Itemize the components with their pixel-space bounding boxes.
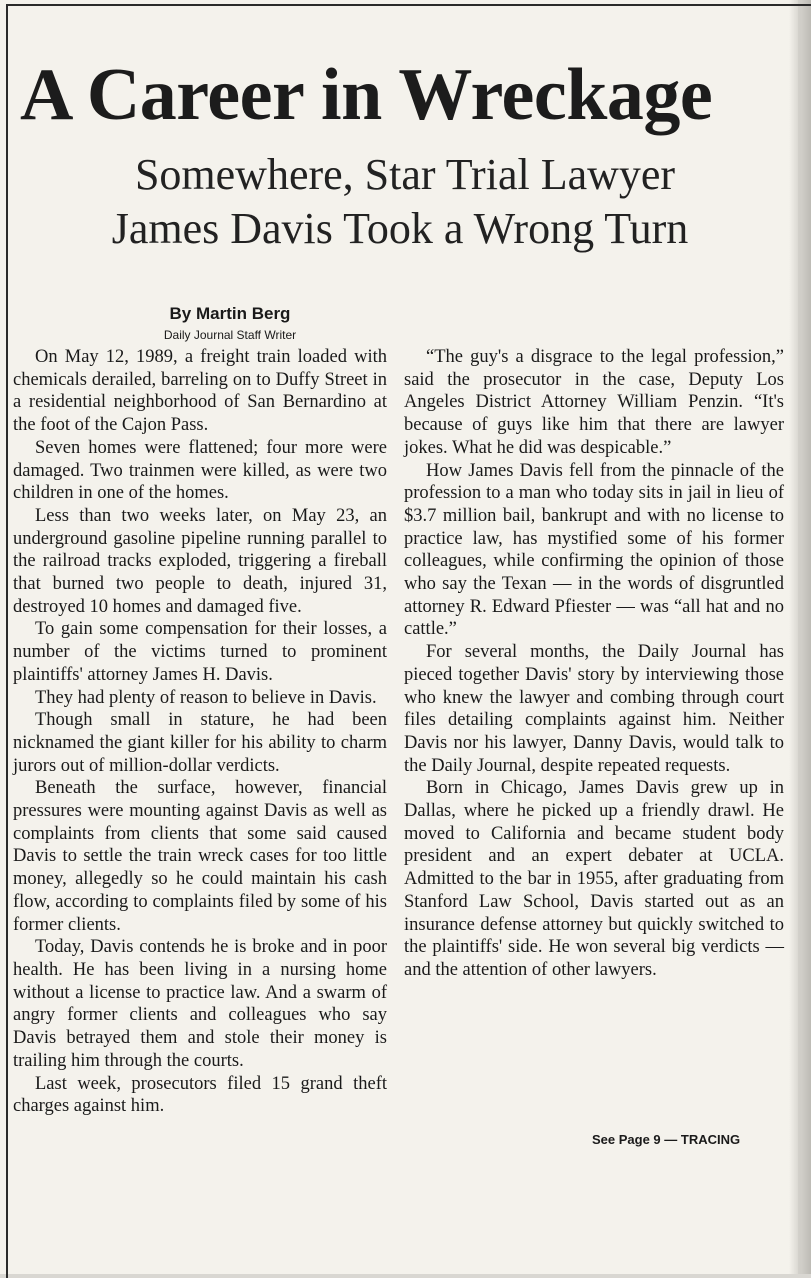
author-role: Daily Journal Staff Writer	[163, 328, 297, 342]
paragraph: Though small in stature, he had been nicknamed the giant killer for his ability to charm jurors out of million-dollar verdicts.	[13, 710, 387, 776]
byline	[120, 304, 340, 342]
paragraph: For several months, the Daily Journal has pieced together Davis' story by interviewing those who knew the lawyer and combing through court files detailing complaints against him. Neither Davis nor his lawyer, Danny Davis, would talk to the Daily Journal, despite repeated requests.	[404, 642, 784, 776]
column-left	[13, 346, 387, 1118]
paragraph: Seven homes were flattened; four more were damaged. Two trainmen were killed, as were two children in one of the homes.	[13, 437, 387, 504]
deck-line-1: Somewhere, Star Trial Lawyer	[134, 150, 676, 199]
paragraph: On May 12, 1989, a freight train loaded with chemicals derailed, barreling on to Duffy Street in a residential neighborhood of San Bernardino at the foot of the Cajon Pass.	[13, 347, 387, 436]
column-right	[404, 346, 784, 982]
paragraph: Today, Davis contends he is broke and in poor health. He has been living in a nursing home without a license to practice law. And a swarm of angry former clients and colleagues who say Davis betrayed them and stole their money is trailing him through the courts.	[13, 937, 387, 1071]
paragraph: “The guy's a disgrace to the legal profession,” said the prosecutor in the case, Deputy Los Angeles District Attorney William Penzin. “It's because of guys like him that there are lawyer jokes. What he did was despicable.”	[404, 347, 784, 458]
author-name: By Martin Berg	[169, 304, 291, 323]
paragraph: To gain some compensation for their losses, a number of the victims turned to prominent plaintiffs' attorney James H. Davis.	[13, 619, 387, 685]
paragraph: Last week, prosecutors filed 15 grand theft charges against him.	[13, 1073, 387, 1117]
paragraph: Beneath the surface, however, financial pressures were mounting against Davis as well as complaints from clients that some said caused Davis to settle the train wreck cases for too little money, allegedly so he could maintain his cash flow, according to complaints filed by some of his former clients.	[13, 778, 387, 935]
paragraph: They had plenty of reason to believe in Davis.	[35, 687, 377, 708]
jump-line: See Page 9 — TRACING	[592, 1132, 741, 1147]
paragraph: How James Davis fell from the pinnacle of the profession to a man who today sits in jail in lieu of $3.7 million bail, bankrupt and with no license to practice law, has mystified some of his former colleagues, while confirming the opinion of those who say the Texan — in the words of disgruntled attorney R. Edward Pfiester — was “all hat and no cattle.”	[404, 460, 784, 640]
paragraph: Born in Chicago, James Davis grew up in Dallas, where he picked up a friendly drawl. He moved to California and became student body president and an expert debater at UCLA. Admitted to the bar in 1955, after graduating from Stanford Law School, Davis started out as an insurance defense attorney but quickly switched to the plaintiffs' side. He won several big verdicts — and the attention of other lawyers.	[404, 778, 784, 980]
paragraph: Less than two weeks later, on May 23, an underground gasoline pipeline running parallel to the railroad tracks exploded, triggering a fireball that burned two people to death, injured 31, destroyed 10 homes and damaged five.	[13, 505, 387, 617]
deck-line-2: James Davis Took a Wrong Turn	[111, 204, 689, 253]
headline: A Career in Wreckage	[20, 54, 713, 136]
